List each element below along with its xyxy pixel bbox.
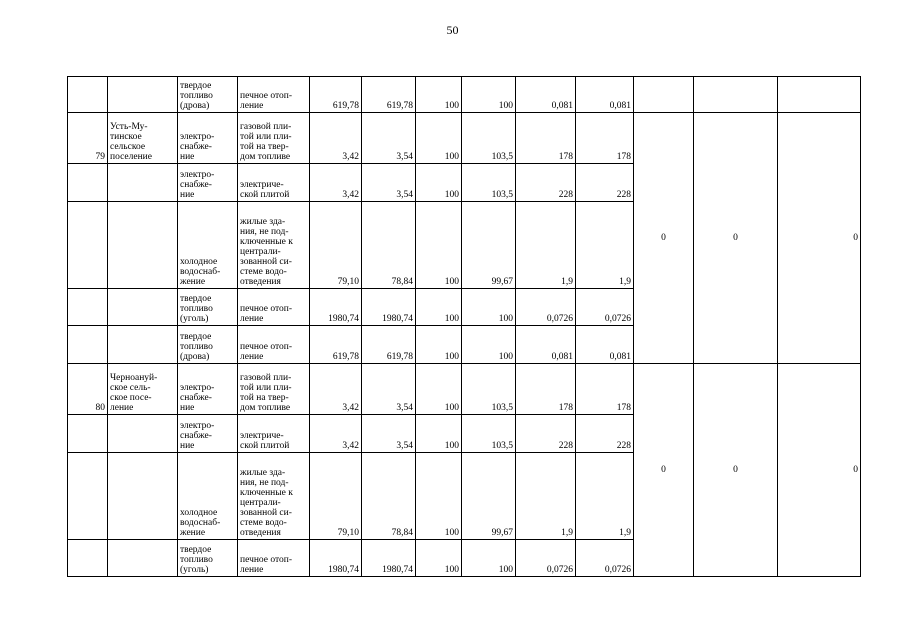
settlement-name bbox=[108, 289, 178, 326]
row-number bbox=[68, 415, 108, 453]
service-type: твердое топливо (дрова) bbox=[178, 326, 238, 364]
value-1: 79,10 bbox=[310, 453, 362, 540]
norm-1: 228 bbox=[516, 415, 576, 453]
norm-2: 1,9 bbox=[576, 453, 634, 540]
row-number bbox=[68, 77, 108, 113]
value-2: 619,78 bbox=[362, 77, 416, 113]
row-number bbox=[68, 326, 108, 364]
percent-2: 100 bbox=[462, 326, 516, 364]
norm-1: 0,0726 bbox=[516, 540, 576, 577]
norm-2: 0,081 bbox=[576, 77, 634, 113]
percent-2: 100 bbox=[462, 540, 516, 577]
value-2: 1980,74 bbox=[362, 540, 416, 577]
percent-2: 103,5 bbox=[462, 164, 516, 202]
percent-1: 100 bbox=[416, 364, 462, 415]
consumption-description: газовой пли- той или пли- той на твер- дом топливе bbox=[238, 364, 310, 415]
percent-1: 100 bbox=[416, 77, 462, 113]
norm-1: 0,0726 bbox=[516, 289, 576, 326]
value-1: 619,78 bbox=[310, 77, 362, 113]
consumption-description: печное отоп- ление bbox=[238, 540, 310, 577]
service-type: электро- снабже- ние bbox=[178, 415, 238, 453]
group-value-3: 0 bbox=[778, 113, 861, 364]
value-1: 79,10 bbox=[310, 202, 362, 289]
value-2: 78,84 bbox=[362, 202, 416, 289]
service-type: твердое топливо (уголь) bbox=[178, 289, 238, 326]
percent-1: 100 bbox=[416, 415, 462, 453]
norm-2: 228 bbox=[576, 164, 634, 202]
percent-2: 99,67 bbox=[462, 453, 516, 540]
percent-2: 103,5 bbox=[462, 364, 516, 415]
group-value-3 bbox=[778, 77, 861, 113]
service-type: твердое топливо (уголь) bbox=[178, 540, 238, 577]
value-2: 1980,74 bbox=[362, 289, 416, 326]
group-value-3: 0 bbox=[778, 364, 861, 577]
group-value-2 bbox=[694, 77, 778, 113]
norm-1: 0,081 bbox=[516, 326, 576, 364]
group-value-1: 0 bbox=[634, 364, 694, 577]
settlement-name bbox=[108, 77, 178, 113]
settlement-name bbox=[108, 202, 178, 289]
consumption-description: печное отоп- ление bbox=[238, 289, 310, 326]
row-number bbox=[68, 202, 108, 289]
percent-1: 100 bbox=[416, 164, 462, 202]
percent-2: 103,5 bbox=[462, 113, 516, 164]
norm-2: 228 bbox=[576, 415, 634, 453]
settlement-name: Черноануй- ское сель- ское посе- ление bbox=[108, 364, 178, 415]
page-number: 50 bbox=[446, 23, 459, 37]
percent-2: 100 bbox=[462, 77, 516, 113]
value-2: 3,54 bbox=[362, 415, 416, 453]
norm-1: 178 bbox=[516, 364, 576, 415]
consumption-description: газовой пли- той или пли- той на твер- дом топливе bbox=[238, 113, 310, 164]
row-number bbox=[68, 540, 108, 577]
norm-1: 1,9 bbox=[516, 202, 576, 289]
row-number: 79 bbox=[68, 113, 108, 164]
service-type: электро- снабже- ние bbox=[178, 113, 238, 164]
percent-1: 100 bbox=[416, 289, 462, 326]
service-type: холодное водоснаб- жение bbox=[178, 202, 238, 289]
norm-2: 0,0726 bbox=[576, 289, 634, 326]
service-type: твердое топливо (дрова) bbox=[178, 77, 238, 113]
group-value-1 bbox=[634, 77, 694, 113]
tariff-table bbox=[67, 76, 861, 577]
norm-2: 1,9 bbox=[576, 202, 634, 289]
settlement-name bbox=[108, 540, 178, 577]
consumption-description: печное отоп- ление bbox=[238, 326, 310, 364]
settlement-name bbox=[108, 415, 178, 453]
value-1: 3,42 bbox=[310, 113, 362, 164]
row-number bbox=[68, 289, 108, 326]
value-2: 619,78 bbox=[362, 326, 416, 364]
norm-2: 178 bbox=[576, 113, 634, 164]
norm-1: 0,081 bbox=[516, 77, 576, 113]
value-1: 1980,74 bbox=[310, 540, 362, 577]
percent-2: 100 bbox=[462, 289, 516, 326]
consumption-description: электриче- ской плитой bbox=[238, 164, 310, 202]
service-type: холодное водоснаб- жение bbox=[178, 453, 238, 540]
value-1: 619,78 bbox=[310, 326, 362, 364]
norm-2: 178 bbox=[576, 364, 634, 415]
row-number bbox=[68, 164, 108, 202]
value-1: 1980,74 bbox=[310, 289, 362, 326]
norm-1: 228 bbox=[516, 164, 576, 202]
settlement-name bbox=[108, 164, 178, 202]
table-row bbox=[68, 113, 861, 164]
table-row bbox=[68, 364, 861, 415]
percent-1: 100 bbox=[416, 326, 462, 364]
consumption-description: жилые зда- ния, не под- ключенные к централи- зованной си- стеме водо- отведения bbox=[238, 202, 310, 289]
settlement-name bbox=[108, 453, 178, 540]
percent-1: 100 bbox=[416, 453, 462, 540]
norm-1: 1,9 bbox=[516, 453, 576, 540]
value-2: 3,54 bbox=[362, 364, 416, 415]
percent-1: 100 bbox=[416, 540, 462, 577]
norm-1: 178 bbox=[516, 113, 576, 164]
value-1: 3,42 bbox=[310, 164, 362, 202]
service-type: электро- снабже- ние bbox=[178, 164, 238, 202]
norm-2: 0,081 bbox=[576, 326, 634, 364]
group-value-2: 0 bbox=[694, 113, 778, 364]
value-1: 3,42 bbox=[310, 364, 362, 415]
percent-1: 100 bbox=[416, 113, 462, 164]
service-type: электро- снабже- ние bbox=[178, 364, 238, 415]
value-1: 3,42 bbox=[310, 415, 362, 453]
norm-2: 0,0726 bbox=[576, 540, 634, 577]
consumption-description: печное отоп- ление bbox=[238, 77, 310, 113]
consumption-description: электриче- ской плитой bbox=[238, 415, 310, 453]
percent-2: 99,67 bbox=[462, 202, 516, 289]
group-value-1: 0 bbox=[634, 113, 694, 364]
percent-1: 100 bbox=[416, 202, 462, 289]
table-row bbox=[68, 77, 861, 113]
value-2: 78,84 bbox=[362, 453, 416, 540]
value-2: 3,54 bbox=[362, 113, 416, 164]
group-value-2: 0 bbox=[694, 364, 778, 577]
row-number bbox=[68, 453, 108, 540]
row-number: 80 bbox=[68, 364, 108, 415]
settlement-name bbox=[108, 326, 178, 364]
value-2: 3,54 bbox=[362, 164, 416, 202]
settlement-name: Усть-Му- тинское сельское поселение bbox=[108, 113, 178, 164]
percent-2: 103,5 bbox=[462, 415, 516, 453]
consumption-description: жилые зда- ния, не под- ключенные к централи- зованной си- стеме водо- отведения bbox=[238, 453, 310, 540]
